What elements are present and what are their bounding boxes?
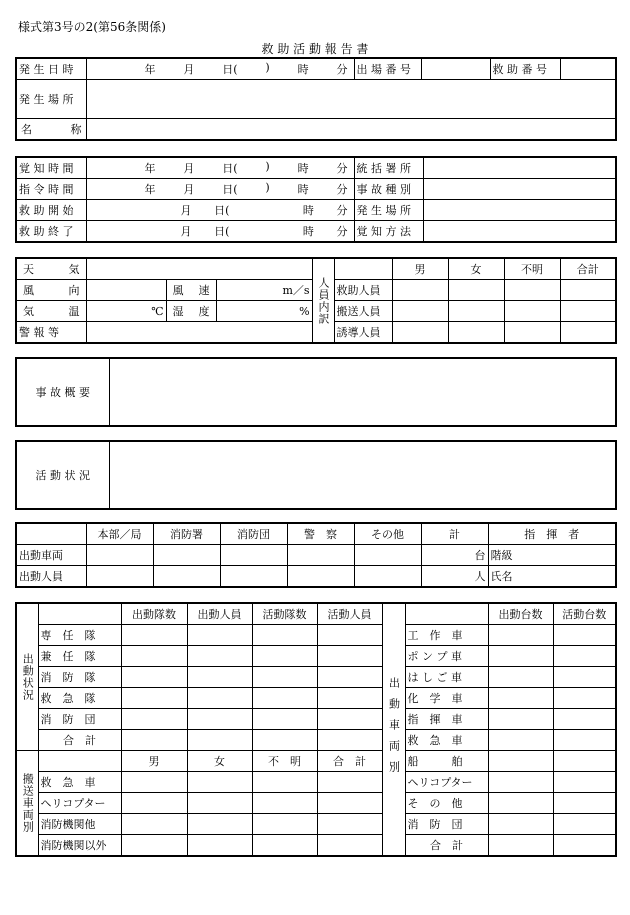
label-occurrence-datetime: 発 生 日 時 (16, 58, 86, 80)
row-ambulance-unit: 救 急 隊 (38, 688, 121, 709)
label-command-time: 指 令 時 間 (16, 179, 86, 200)
label-humidity: 湿 度 (166, 301, 216, 322)
accident-summary-field[interactable] (109, 358, 616, 426)
col-male: 男 (392, 258, 448, 280)
notification-time-field[interactable]: 年 月 日( ) 時 分 (86, 157, 354, 179)
row-helicopter: ヘリコプター (405, 772, 488, 793)
label-notification-method: 覚 知 方 法 (354, 221, 423, 243)
humidity-field[interactable]: % (216, 301, 312, 322)
label-dispatched-vehicles: 出動車両 (16, 545, 86, 566)
label-dispatch-status: 出動状況 (16, 603, 38, 751)
label-occurrence-place: 発 生 場 所 (16, 80, 86, 119)
col-active-count: 活動台数 (553, 603, 616, 625)
dispatch-number-field[interactable] (421, 58, 490, 80)
row-command-vehicle: 指 揮 車 (405, 709, 488, 730)
occurrence-place-field[interactable] (86, 80, 616, 119)
row-transport-fire-agency: 消防機関他 (38, 814, 121, 835)
row-transport-ambulance: 救 急 車 (38, 772, 121, 793)
col-active-personnel: 活動人員 (317, 603, 382, 625)
label-personnel-breakdown: 人員内訳 (312, 258, 334, 343)
accident-type-field[interactable] (423, 179, 616, 200)
col-dispatched-units: 出動隊数 (121, 603, 187, 625)
row-rescued: 救助人員 (334, 280, 392, 301)
label-weather: 天 気 (16, 258, 86, 280)
label-occurrence-place-2: 発 生 場 所 (354, 200, 423, 221)
label-supervising-office: 統 括 署 所 (354, 157, 423, 179)
label-vehicle-type: 出動車両別 (382, 603, 405, 856)
row-dedicated-unit: 専 任 隊 (38, 625, 121, 646)
label-dispatched-personnel: 出動人員 (16, 566, 86, 588)
wind-speed-field[interactable]: m／s (216, 280, 312, 301)
row-transport-non-fire: 消防機関以外 (38, 835, 121, 857)
label-warnings: 警 報 等 (16, 322, 86, 344)
row-chemical-vehicle: 化 学 車 (405, 688, 488, 709)
label-notification-time: 覚 知 時 間 (16, 157, 86, 179)
command-time-field[interactable]: 年 月 日( ) 時 分 (86, 179, 354, 200)
rescue-start-field[interactable]: 月 日( 時 分 (86, 200, 354, 221)
col-dispatched-count: 出動台数 (488, 603, 553, 625)
row-pump-vehicle: ポ ン プ 車 (405, 646, 488, 667)
warnings-field[interactable] (86, 322, 312, 344)
col-female: 女 (448, 258, 504, 280)
weather-field[interactable] (86, 258, 312, 280)
label-accident-summary: 事 故 概 要 (16, 358, 109, 426)
col-fire-station: 消防署 (153, 523, 220, 545)
col-male: 男 (121, 751, 187, 772)
name-field[interactable] (86, 119, 616, 141)
wind-direction-field[interactable] (86, 280, 166, 301)
supervising-office-field[interactable] (423, 157, 616, 179)
row-ship: 船 舶 (405, 751, 488, 772)
label-name: 名 称 (16, 119, 86, 141)
weather-personnel-table (15, 257, 617, 344)
activity-status-field[interactable] (109, 441, 616, 509)
dispatch-detail-table (15, 602, 617, 857)
col-total: 合計 (560, 258, 616, 280)
vehicles-total-field[interactable]: 台 (421, 545, 488, 566)
row-fire-unit: 消 防 隊 (38, 667, 121, 688)
col-total: 計 (421, 523, 488, 545)
occurrence-place-2-field[interactable] (423, 200, 616, 221)
row-ladder-vehicle: は し ご 車 (405, 667, 488, 688)
row-units-total: 合 計 (38, 730, 121, 751)
rescue-end-field[interactable]: 月 日( 時 分 (86, 221, 354, 243)
label-rescue-end: 救 助 終 了 (16, 221, 86, 243)
label-wind-speed: 風 速 (166, 280, 216, 301)
time-info-table (15, 156, 617, 243)
label-dispatch-number: 出 場 番 号 (354, 58, 421, 80)
temperature-field[interactable]: ℃ (86, 301, 166, 322)
col-commander: 指 揮 者 (488, 523, 616, 545)
occurrence-datetime-field[interactable]: 年 月 日( ) 時 分 (86, 58, 354, 80)
row-fire-brigade-unit: 消 防 団 (38, 709, 121, 730)
accident-summary-table (15, 357, 617, 427)
row-ambulance-vehicle: 救 急 車 (405, 730, 488, 751)
page-title: 救 助 活 動 報 告 書 (261, 42, 369, 56)
col-fire-brigade: 消防団 (220, 523, 287, 545)
notification-method-field[interactable] (423, 221, 616, 243)
commander-rank-field[interactable]: 階級 (488, 545, 616, 566)
col-unknown: 不明 (504, 258, 560, 280)
form-reference: 様式第3号の2(第56条関係) (18, 20, 166, 34)
label-temperature: 気 温 (16, 301, 86, 322)
personnel-total-field[interactable]: 人 (421, 566, 488, 588)
dispatch-summary-table (15, 522, 617, 588)
label-transport-vehicle-type: 搬送車両別 (16, 751, 38, 857)
commander-name-field[interactable]: 氏名 (488, 566, 616, 588)
col-total: 合 計 (317, 751, 382, 772)
col-active-units: 活動隊数 (252, 603, 317, 625)
row-rescue-vehicle: 工 作 車 (405, 625, 488, 646)
incident-info-table (15, 57, 617, 141)
row-concurrent-unit: 兼 任 隊 (38, 646, 121, 667)
activity-status-table (15, 440, 617, 510)
col-headquarters: 本部／局 (86, 523, 153, 545)
rescue-number-field[interactable] (560, 58, 616, 80)
label-rescue-number: 救 助 番 号 (490, 58, 560, 80)
row-guided: 誘導人員 (334, 322, 392, 344)
label-accident-type: 事 故 種 別 (354, 179, 423, 200)
label-rescue-start: 救 助 開 始 (16, 200, 86, 221)
row-other-vehicle: そ の 他 (405, 793, 488, 814)
row-vehicles-total: 合 計 (405, 835, 488, 857)
col-police: 警 察 (287, 523, 354, 545)
col-female: 女 (187, 751, 252, 772)
row-transport-helicopter: ヘリコプター (38, 793, 121, 814)
label-wind-direction: 風 向 (16, 280, 86, 301)
row-fire-brigade-vehicle: 消 防 団 (405, 814, 488, 835)
col-other: その他 (354, 523, 421, 545)
col-unknown: 不 明 (252, 751, 317, 772)
col-dispatched-personnel: 出動人員 (187, 603, 252, 625)
row-transported: 搬送人員 (334, 301, 392, 322)
label-activity-status: 活 動 状 況 (16, 441, 109, 509)
